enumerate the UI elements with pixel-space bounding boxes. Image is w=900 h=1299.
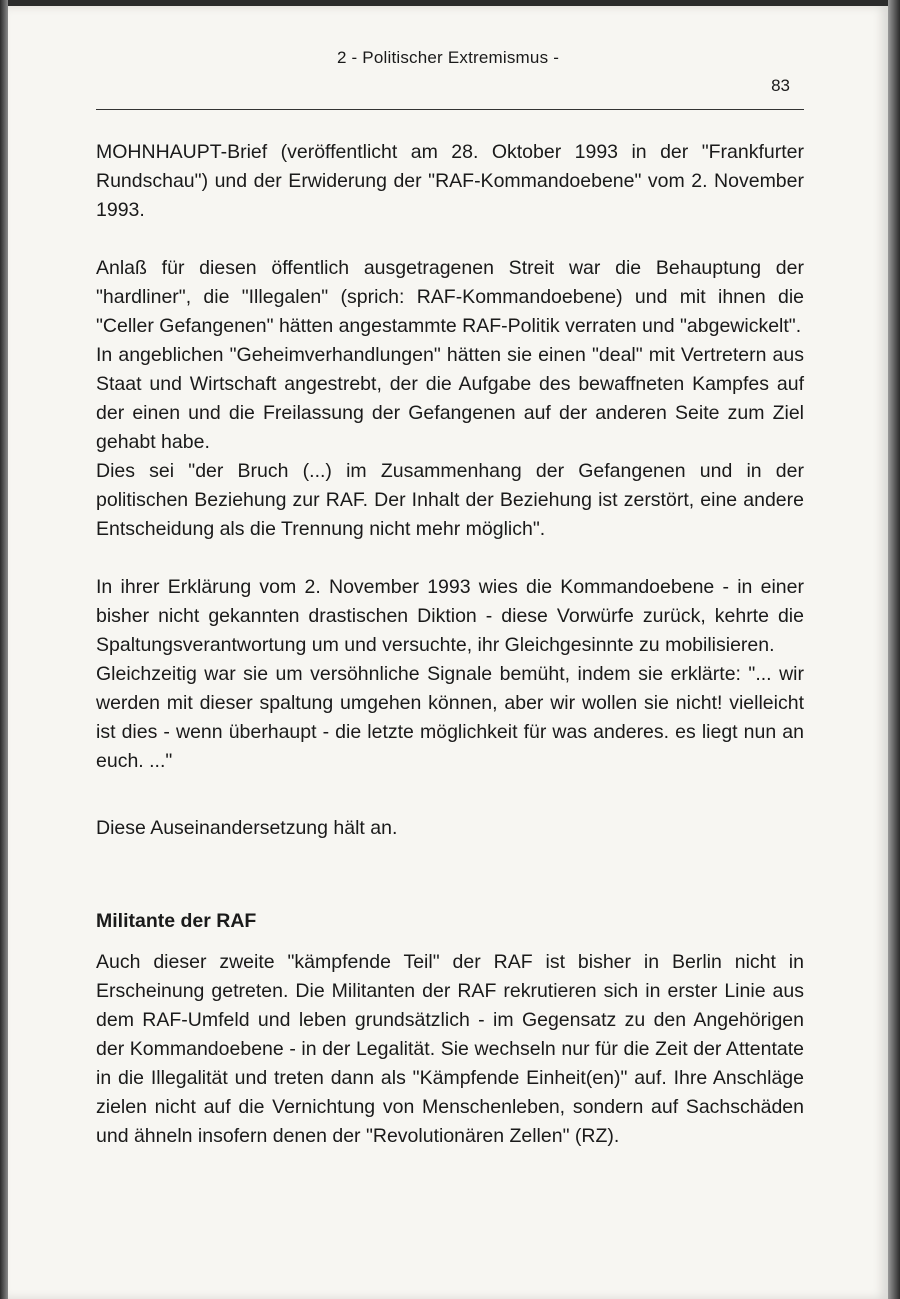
paragraph: Anlaß für diesen öffentlich ausgetragenen Streit war die Behauptung der "hardliner", die "Illegalen" (sprich: RAF-Kommandoebene) und mit ihnen die "Celler Gefangenen" hätten angestammte RAF-Politik verraten und "abgewickelt". (96, 257, 804, 337)
document-page (8, 6, 888, 1299)
section-heading: Militante der RAF (96, 910, 257, 932)
paragraph: Gleichzeitig war sie um versöhnliche Signale bemüht, indem sie erklärte: "... wir werden mit dieser spaltung umgehen können, aber wir wollen sie nicht! vielleicht ist dies - wenn überhaupt - die letzte möglichkeit für was anderes. es liegt nun an euch. ..." (96, 663, 804, 772)
scan-edge-right (888, 0, 900, 1299)
paragraph: In angeblichen "Geheimverhandlungen" hätten sie einen "deal" mit Vertretern aus Staat und Wirtschaft angestrebt, der die Aufgabe des bewaffneten Kampfes auf der einen und die Freilassung der Gefangenen auf der anderen Seite zum Ziel gehabt habe. (96, 344, 804, 453)
paragraph: Dies sei "der Bruch (...) im Zusammenhang der Gefangenen und in der politischen Beziehung zur RAF. Der Inhalt der Beziehung ist zerstört, eine andere Entscheidung als die Trennung nicht mehr möglich". (96, 460, 804, 540)
paragraph: Auch dieser zweite "kämpfende Teil" der RAF ist bisher in Berlin nicht in Erscheinung getreten. Die Militanten der RAF rekrutieren sich in erster Linie aus dem RAF-Umfeld und leben grundsätzlich - im Gegensatz zu den Angehörigen der Kommandoebene - in der Legalität. Sie wechseln nur für die Zeit der Attentate in die Illegalität und treten dann als "Kämpfende Einheit(en)" auf. Ihre Anschläge zielen nicht auf die Vernichtung von Menschenleben, sondern auf Sachschäden und ähneln insofern denen der "Revolutionären Zellen" (RZ). (96, 951, 804, 1147)
page-number: 83 (771, 76, 790, 95)
running-head: 2 - Politischer Extremismus - (336, 48, 560, 67)
paragraph: Diese Auseinandersetzung hält an. (96, 817, 398, 839)
scan-edge-left (0, 0, 8, 1299)
paragraph: MOHNHAUPT-Brief (veröffentlicht am 28. Oktober 1993 in der "Frankfurter Rundschau") und der Erwiderung der "RAF-Kommandoebene" vom 2. November 1993. (96, 141, 804, 221)
paragraph: In ihrer Erklärung vom 2. November 1993 wies die Kommandoebene - in einer bisher nicht gekannten drastischen Diktion - diese Vorwürfe zurück, kehrte die Spaltungsverantwortung um und versuchte, ihr Gleichgesinnte zu mobilisieren. (96, 576, 804, 656)
header-rule (96, 109, 804, 110)
body-text (96, 138, 804, 1151)
